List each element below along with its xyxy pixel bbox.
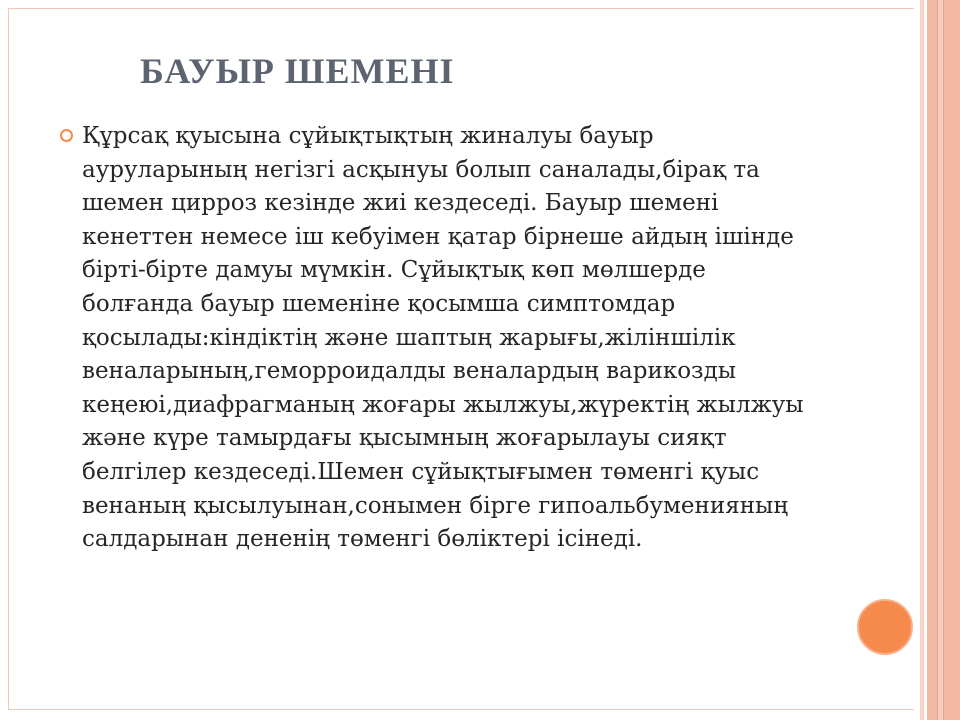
stripe-divider [937,0,938,720]
bullet-circle-icon [60,129,73,142]
bullet-text: Құрсақ қуысына сұйықтықтың жиналуы бауыр ауруларының негізгі асқынуы болып саналады,бірақ та шемен цирроз кезінде жиі кездеседі. Бауыр шемені кенеттен немесе іш кебуімен қатар бірнеше айдың ішінде бірті-бірте дамуы мүмкін. Сұйықтық көп мөлшерде болғанда бауыр шеменіне қосымша симптомдар қосылады:кіндіктің және шаптың жарығы,жіліншілік веналарының,геморроидалды веналардың варикозды кеңеюі,диафрагманың жоғары жылжуы,жүректің жылжуы және күре тамырдағы қысымның жоғарылауы сияқт белгілер кездеседі.Шемен сұйықтығымен төменгі қуыс венаның қысылуынан,сонымен бірге гипоальбуменияның салдарынан дененің төменгі бөліктері ісінеді. [82,123,804,553]
slide-content [60,120,910,557]
bullet-item [60,120,910,557]
stripe-divider [943,0,944,720]
orange-circle-decoration [857,599,913,655]
slide-title: БАУЫР ШЕМЕНІ [140,51,455,91]
